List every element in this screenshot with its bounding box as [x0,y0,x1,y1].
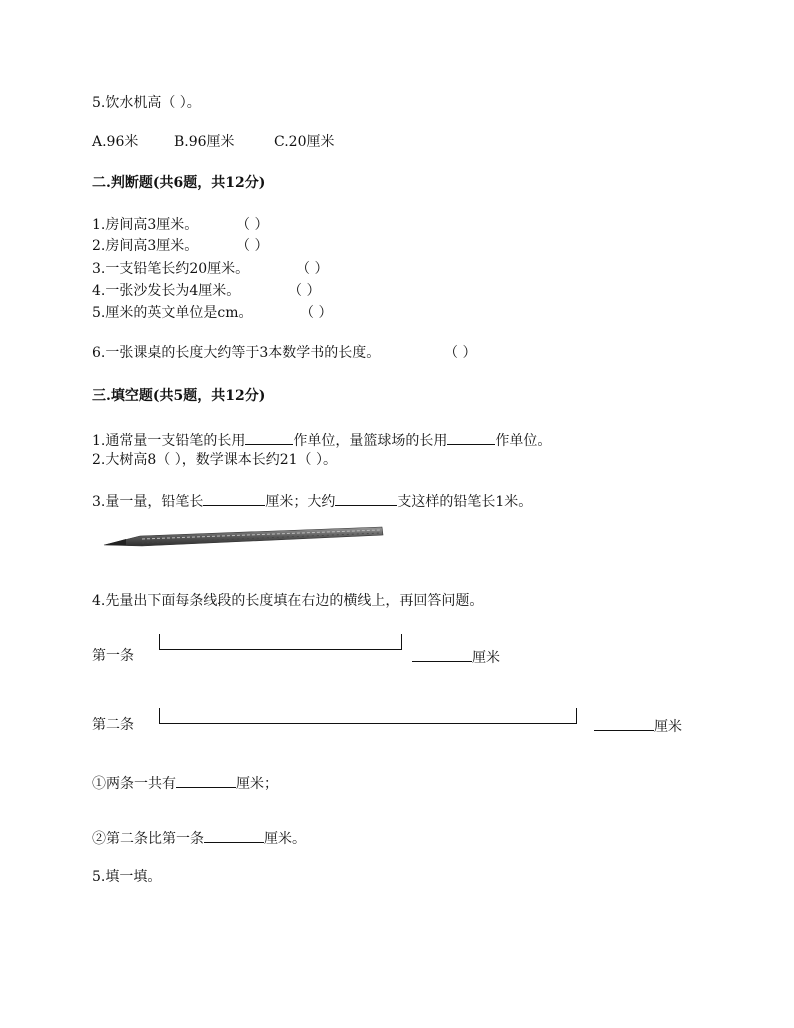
fill-question-4-stem: 4.先量出下面每条线段的长度填在右边的横线上，再回答问题。 [92,593,484,609]
line-2-label: 第二条 [92,717,134,733]
judge-paren-4[interactable]: （ ） [288,283,321,299]
fill-q3-part-c: 支这样的铅笔长1米。 [397,494,533,510]
fill-question-1 [92,430,551,450]
fill-q3-blank-2[interactable] [335,491,397,506]
fill-q3-part-b: 厘米；大约 [265,494,336,510]
line-segment-1 [159,634,402,650]
fill-q1-blank-1[interactable] [245,430,293,445]
line-segment-2 [159,708,577,724]
judge-paren-1[interactable]: （ ） [236,217,269,233]
fill-q1-part-c: 作单位。 [495,433,552,449]
fill-question-3 [92,491,532,511]
fill-question-5: 5.填一填。 [92,869,162,885]
section-2-heading: 二.判断题(共6题，共12分) [92,175,266,191]
option-a: A.96米 [92,134,139,150]
sub-q2-part-b: 厘米。 [264,831,306,847]
sub-q2-blank[interactable] [204,828,264,843]
option-b: B.96厘米 [174,134,235,150]
sub-question-2 [92,828,306,848]
fill-q3-blank-1[interactable] [203,491,265,506]
judge-paren-6[interactable]: （ ） [444,345,477,361]
judge-paren-2[interactable]: （ ） [236,238,269,254]
line-1-blank[interactable] [412,647,472,662]
option-c: C.20厘米 [274,134,335,150]
judge-item-5: 5.厘米的英文单位是cm。 [92,305,253,321]
judge-paren-5[interactable]: （ ） [300,305,333,321]
sub-question-1 [92,773,278,793]
sub-q1-blank[interactable] [176,773,236,788]
fill-q3-part-a: 3.量一量，铅笔长 [92,494,204,510]
sub-q2-part-a: ②第二条比第一条 [92,831,204,847]
line-1-label: 第一条 [92,648,134,664]
line-2-blank[interactable] [594,716,654,731]
fill-q1-part-a: 1.通常量一支铅笔的长用 [92,433,246,449]
sub-q1-part-a: ①两条一共有 [92,776,176,792]
fill-q1-blank-2[interactable] [447,430,495,445]
pencil-image [102,522,386,550]
judge-paren-3[interactable]: （ ） [296,261,329,277]
fill-q1-part-b: 作单位，量篮球场的长用 [293,433,448,449]
line-1-unit: 厘米 [472,650,500,666]
judge-item-4: 4.一张沙发长为4厘米。 [92,283,241,299]
line-2-answer [594,716,682,736]
line-2-unit: 厘米 [654,719,682,735]
question-5-stem: 5.饮水机高（ ）。 [92,95,201,111]
line-1-answer [412,647,500,667]
fill-question-2: 2.大树高8（ ），数学课本长约21（ ）。 [92,452,337,468]
judge-item-1: 1.房间高3厘米。 [92,217,199,233]
judge-item-6: 6.一张课桌的长度大约等于3本数学书的长度。 [92,345,381,361]
judge-item-2: 2.房间高3厘米。 [92,238,199,254]
judge-item-3: 3.一支铅笔长约20厘米。 [92,261,250,277]
sub-q1-part-b: 厘米； [236,776,278,792]
section-3-heading: 三.填空题(共5题，共12分) [92,388,266,404]
